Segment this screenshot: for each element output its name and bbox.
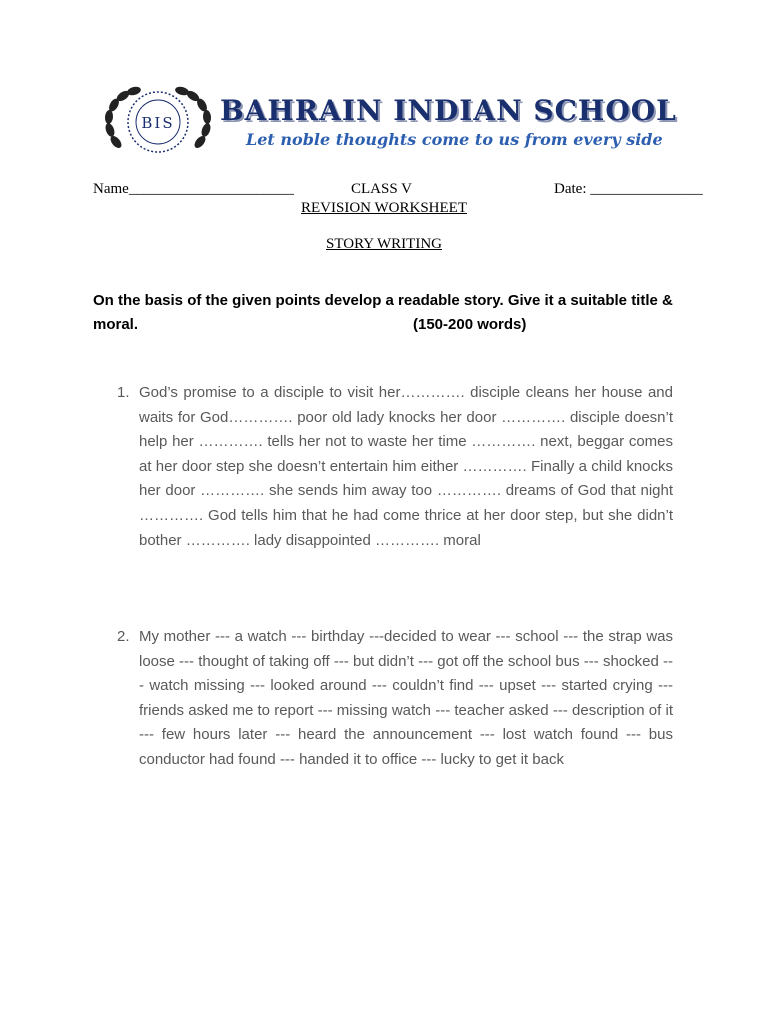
school-logo xyxy=(96,84,220,164)
topic-title: STORY WRITING xyxy=(326,236,442,252)
school-header xyxy=(96,84,756,166)
worksheet-title: REVISION WORKSHEET xyxy=(301,200,467,216)
question-text: My mother --- a watch --- birthday ---decided to wear --- school --- the strap was loose --- thought of taking off --- but didn’t --- got off the school bus --- shocked --- watch missing --- looked around --- couldn’t find --- upset --- started crying --- friends asked me to report --- missing watch --- teacher asked --- description of it --- few hours later --- heard the announcement --- lost watch found --- bus conductor had found --- handed it to office --- lucky to get it back xyxy=(139,628,673,768)
date-field: Date: _______________ xyxy=(554,181,703,197)
question-number: 2. xyxy=(117,628,130,645)
question-text: God’s promise to a disciple to visit her…………. disciple cleans her house and waits for God…………. poor old lady knocks her door …………. disciple doesn’t help her …………. tells her not to waste her time …………. next, beggar comes at her door step she doesn’t entertain him either …………. Finally a child knocks her door …………. she sends him away too …………. dreams of God that night …………. God tells him that he had come thrice at her door step, but she didn’t bother …………. lady disappointed …………. moral xyxy=(139,384,673,549)
student-info-row xyxy=(93,181,723,201)
question-2 xyxy=(117,625,673,773)
instruction xyxy=(93,289,673,337)
school-motto: Let noble thoughts come to us from every side xyxy=(246,130,663,149)
logo-initials: BIS xyxy=(141,114,175,132)
name-field: Name______________________ xyxy=(93,181,294,197)
question-1 xyxy=(117,381,673,553)
class-label: CLASS V xyxy=(351,181,412,197)
instruction-text: On the basis of the given points develop a readable story. Give it a suitable title & moral. xyxy=(93,292,673,333)
question-number: 1. xyxy=(117,384,130,401)
school-name: BAHRAIN INDIAN SCHOOL xyxy=(220,94,677,127)
word-count: (150-200 words) xyxy=(413,316,527,333)
